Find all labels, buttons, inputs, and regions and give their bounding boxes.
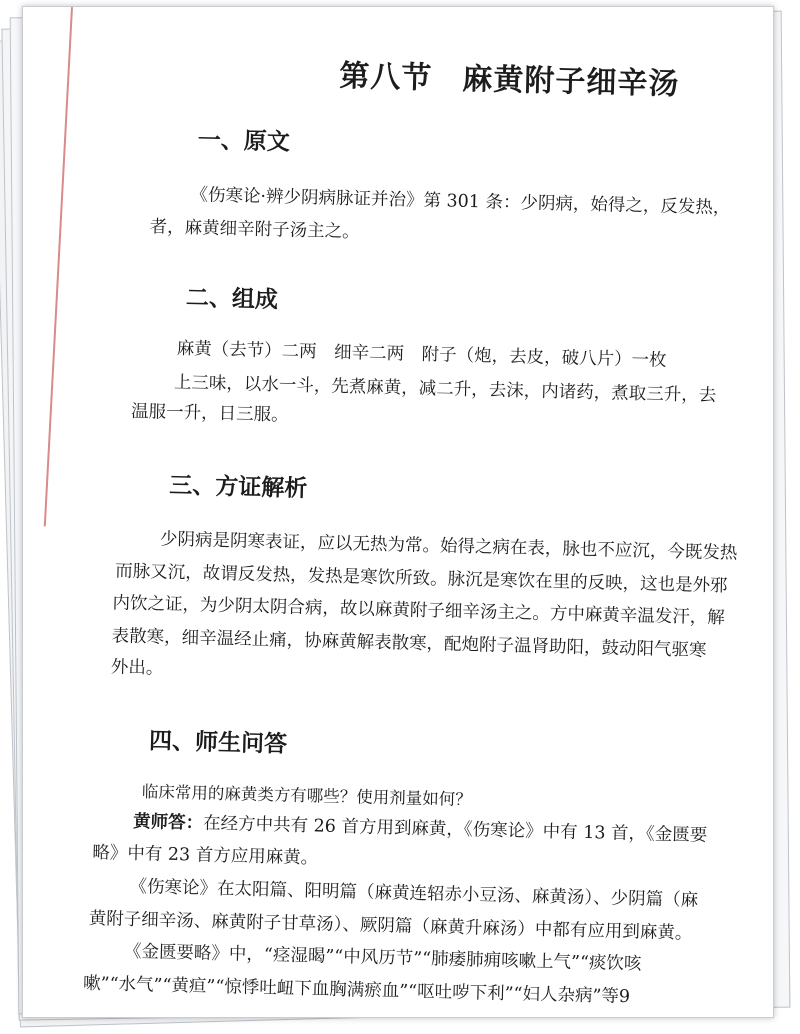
answer-text: 在经方中共有 26 首方用到麻黄，《伤寒论》中有 13 首，《金匮要 (202, 813, 708, 846)
document-page (22, 6, 774, 1018)
paragraph-line: 而脉又沉，故谓反发热，发热是寒饮所致。脉沉是寒饮在里的反映，这也是外邪 (114, 561, 728, 597)
paragraph-line: 《伤寒论·辨少阴病脉证并治》第 301 条：少阴病，始得之，反发热， (190, 185, 731, 219)
paragraph-line: 上三味，以水一斗，先煮麻黄，减二升，去沫，内诸药，煮取三升，去 (173, 372, 717, 407)
heading-analysis: 三、方证解析 (169, 472, 308, 503)
answer-line: 略》中有 23 首方应用麻黄。 (92, 842, 319, 869)
page-title (339, 51, 680, 103)
answer-label: 黄师答： (132, 811, 204, 834)
heading-qa: 四、师生问答 (148, 728, 288, 758)
question-line: 临床常用的麻黄类方有哪些？使用剂量如何？ (141, 782, 472, 810)
formula-name: 麻黄附子细辛汤 (461, 61, 680, 103)
paragraph-line: 内饮之证，为少阴太阴合病，故以麻黄附子细辛汤主之。方中麻黄辛温发汗，解 (112, 593, 726, 629)
answer-line: 嗽”“水气”“黄疸”“惊悸吐衄下血胸满瘀血”“呕吐哕下利”“妇人杂病”等9 (82, 973, 631, 1008)
heading-original-text: 一、原文 (197, 127, 291, 156)
answer-line: 黄附子细辛汤、麻黄附子甘草汤）、厥阴篇（麻黄升麻汤）中都有应用到麻黄。 (88, 908, 693, 944)
paragraph-line: 者，麻黄细辛附子汤主之。 (149, 217, 360, 243)
answer-line: 《伤寒论》在太阳篇、阳明篇（麻黄连轺赤小豆汤、麻黄汤）、少阴篇（麻 (129, 876, 699, 911)
heading-composition: 二、组成 (185, 285, 279, 314)
paragraph-line: 少阴病是阴寒表证，应以无热为常。始得之病在表，脉也不应沉，今既发热 (159, 529, 738, 564)
section-number: 第八节 (338, 58, 433, 97)
paragraph-line: 温服一升，日三服。 (130, 401, 289, 426)
paragraph-line: 外出。 (110, 657, 164, 679)
paragraph-line: 麻黄（去节）二两 细辛二两 附子（炮，去皮，破八片）一枚 (176, 338, 667, 371)
page-content (22, 7, 773, 1018)
answer-line: 《金匮要略》中，“痉湿暍”“中风历节”“肺痿肺痈咳嗽上气”“痰饮咳 (123, 941, 642, 975)
paragraph-line: 表散寒，细辛温经止痛，协麻黄解表散寒，配炮附子温肾助阳，鼓动阳气驱寒 (111, 626, 707, 661)
